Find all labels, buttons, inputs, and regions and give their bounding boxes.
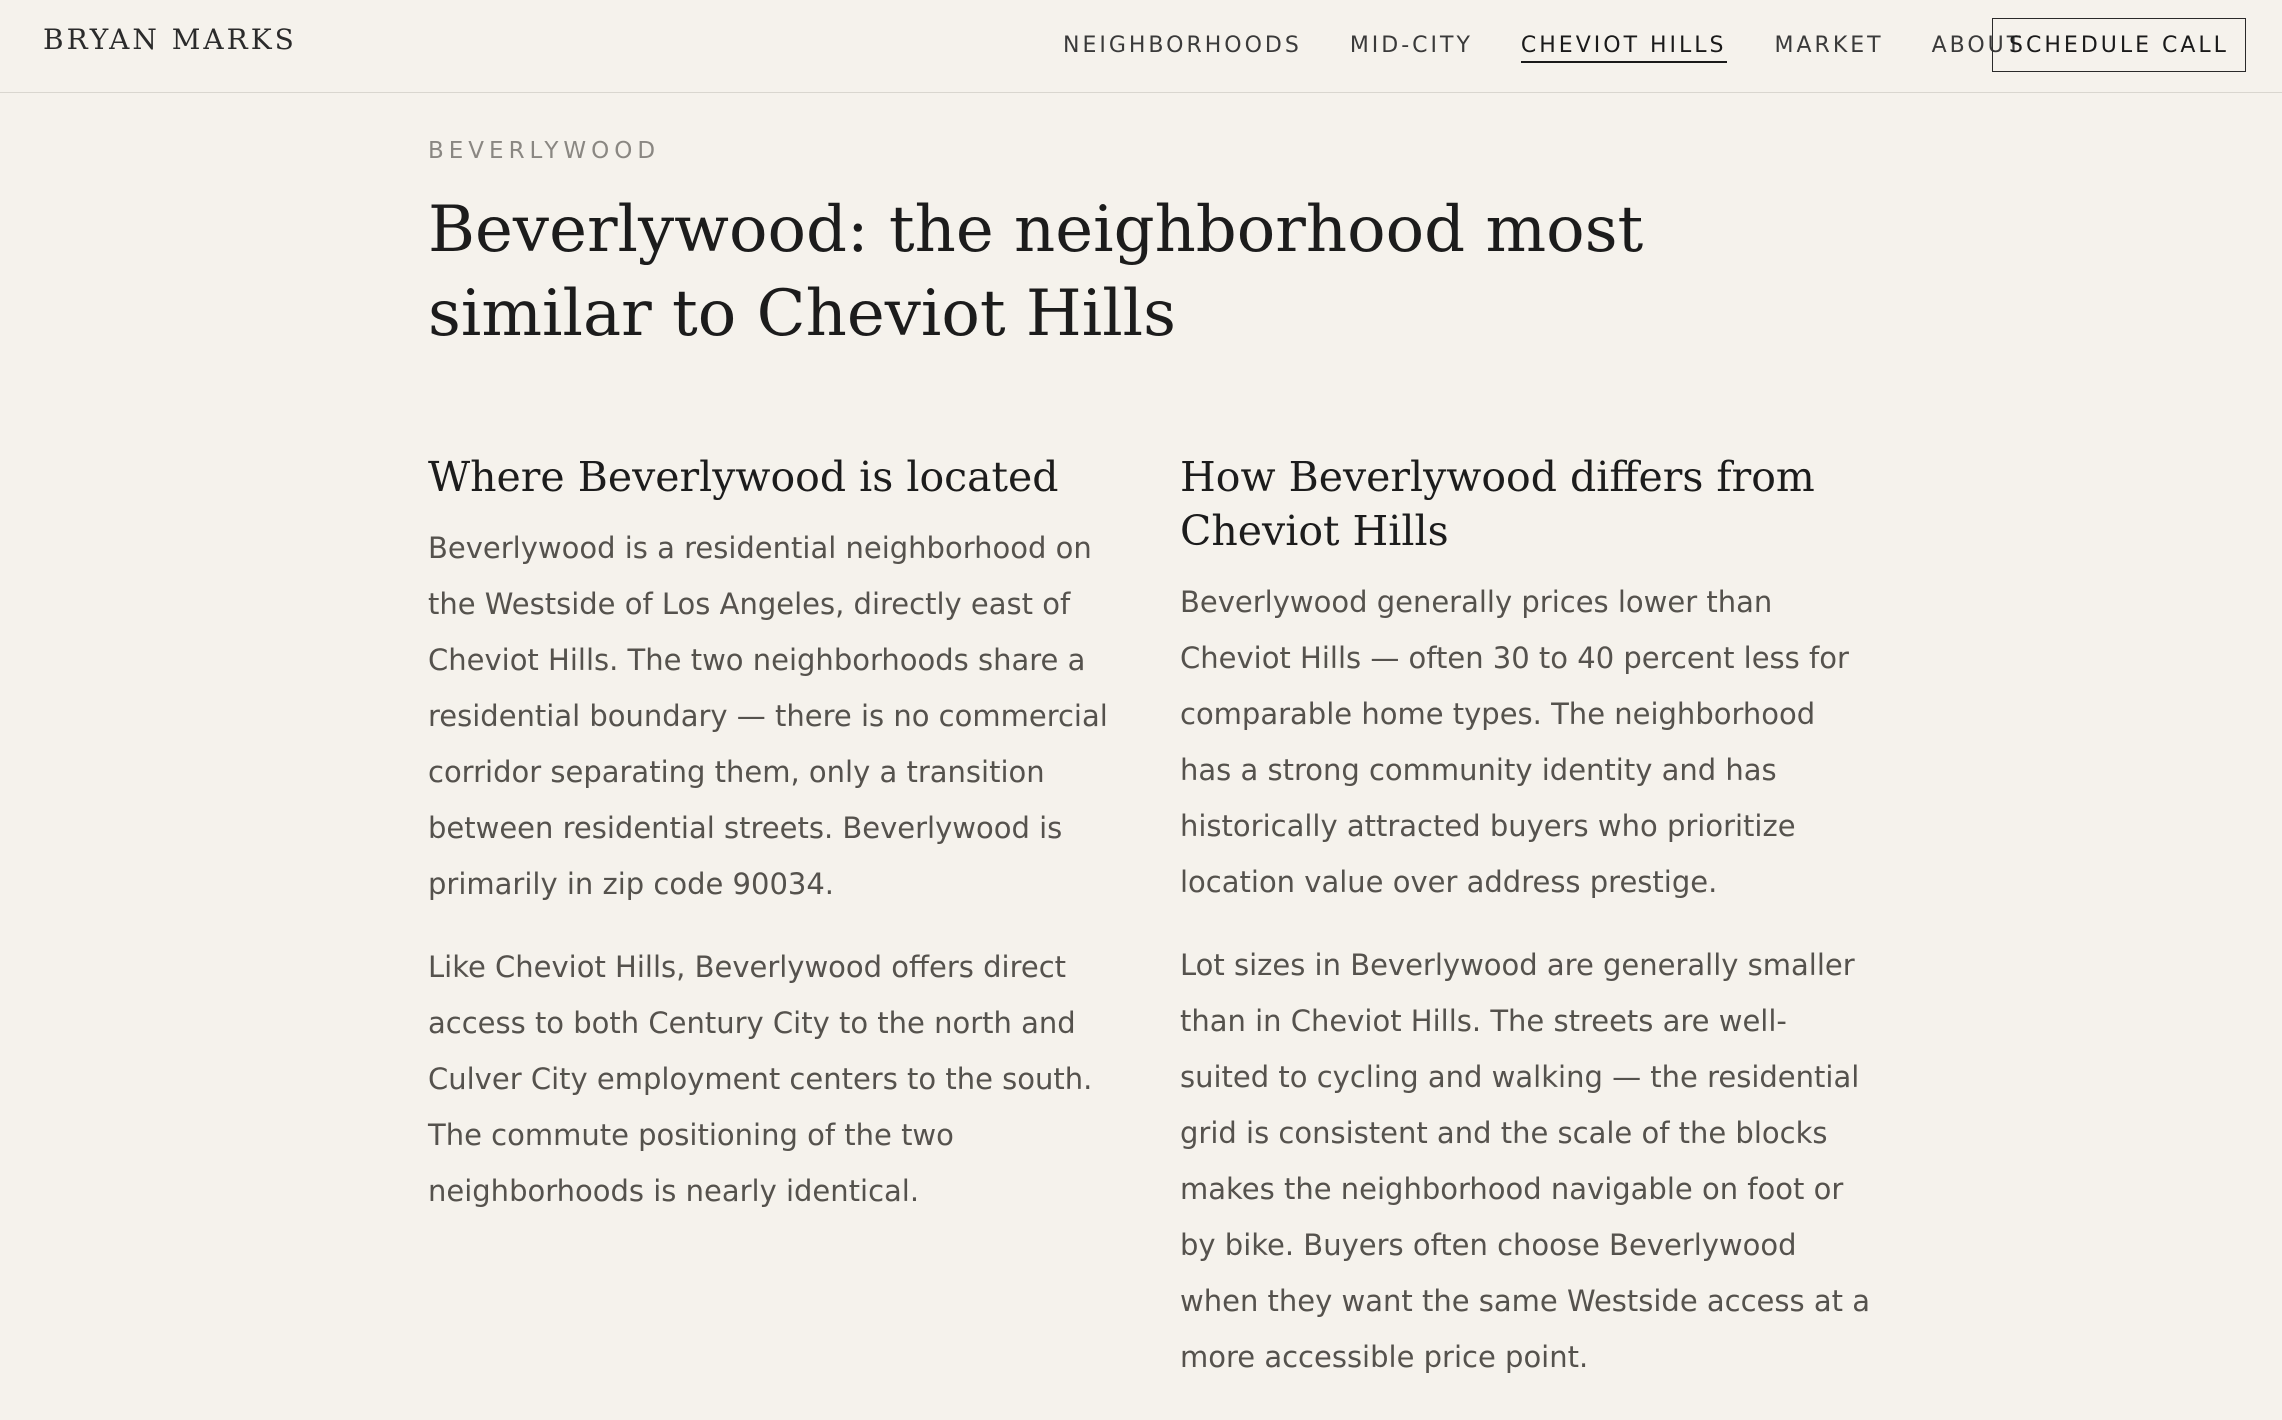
nav-item-neighborhoods[interactable]: NEIGHBORHOODS — [1063, 33, 1302, 58]
section-paragraph: Lot sizes in Beverlywood are generally smaller than in Cheviot Hills. The streets are well-suited to cycling and walking — the residential grid is consistent and the scale of the blocks makes the neighborhood navigable on foot or by bike. Buyers often choose Beverlywood when they want the same Westside access at a more accessible price point. — [1180, 948, 1870, 1374]
page-title: Beverlywood: the neighborhood most similar to Cheviot Hills — [428, 193, 1644, 351]
section-paragraph: Beverlywood is a residential neighborhood on the Westside of Los Angeles, directly east of Cheviot Hills. The two neighborhoods share a residential boundary — there is no commercial corridor separating them, only a transition between residential streets. Beverlywood is primarily in zip code 90034. — [428, 531, 1108, 901]
section-heading: Where Beverlywood is located — [428, 453, 1059, 501]
nav-item-cheviot-hills[interactable]: CHEVIOT HILLS — [1521, 33, 1727, 63]
section-paragraph: Beverlywood generally prices lower than Cheviot Hills — often 30 to 40 percent less for comparable home types. The neighborhood has a strong community identity and has historically attracted buyers who prioritize location value over address prestige. — [1180, 585, 1849, 899]
site-header — [0, 0, 2282, 93]
schedule-call-button[interactable]: SCHEDULE CALL — [1992, 18, 2246, 72]
article-eyebrow: BEVERLYWOOD — [428, 138, 661, 164]
section-heading: How Beverlywood differs from Cheviot Hills — [1180, 453, 1815, 555]
main-nav — [1063, 33, 2023, 63]
nav-item-mid-city[interactable]: MID-CITY — [1349, 33, 1473, 58]
section-location — [428, 450, 1118, 1246]
nav-item-about[interactable]: ABOUT — [1931, 33, 2024, 58]
nav-item-market[interactable]: MARKET — [1774, 33, 1884, 58]
section-paragraph: Like Cheviot Hills, Beverlywood offers direct access to both Century City to the north and Culver City employment centers to the south. The commute positioning of the two neighborhoods is nearly identical. — [428, 950, 1093, 1208]
site-logo[interactable]: BRYAN MARKS — [43, 23, 297, 56]
section-differences — [1180, 450, 1870, 1412]
